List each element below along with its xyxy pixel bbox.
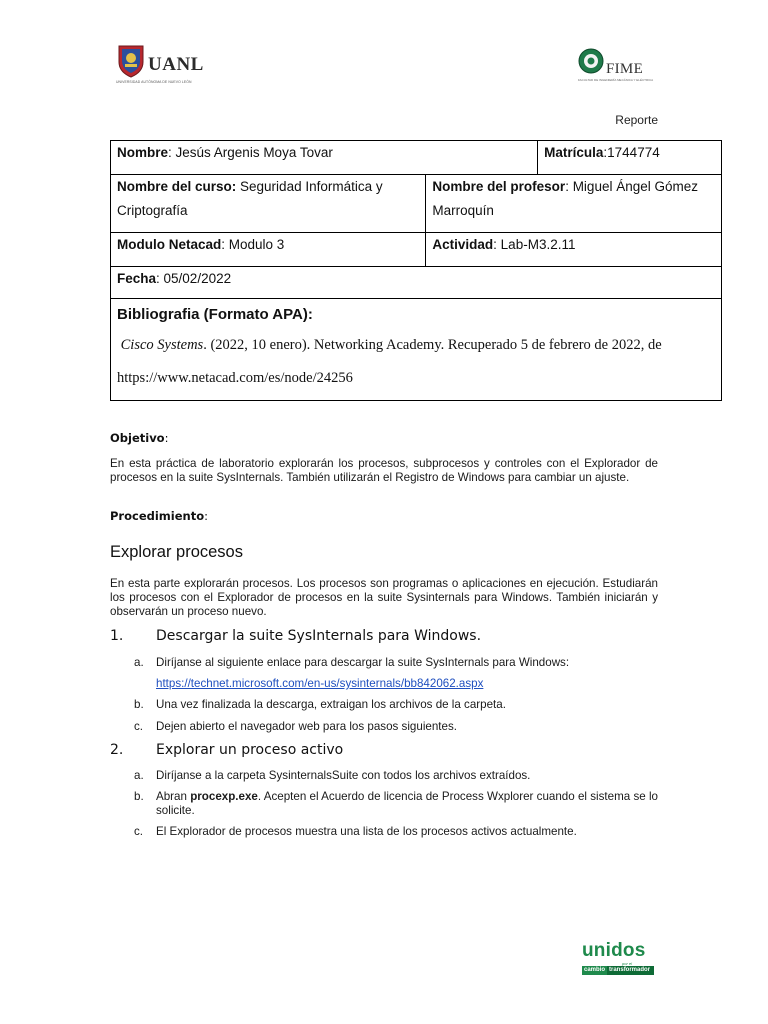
bibliography-title: Bibliografia (Formato APA): — [117, 306, 313, 323]
profesor-value: : Miguel Ángel Gómez — [565, 179, 698, 194]
nombre-value: : Jesús Argenis Moya Tovar — [168, 145, 333, 160]
fecha-cell — [111, 267, 722, 299]
objetivo-text: En esta práctica de laboratorio explorarán los procesos, subprocesos y controles con el Explorador de procesos en la suite SysInternals. También utilizarán el Registro de Windows para cambiar un ajuste. — [110, 457, 658, 484]
uanl-logo — [116, 44, 212, 86]
step-2b-post: . Acepten el Acuerdo de licencia de Process Wxplorer cuando el sistema se lo solicite. — [156, 790, 658, 817]
actividad-label: Actividad — [432, 237, 494, 252]
step-1-title: Descargar la suite SysInternals para Windows. — [156, 628, 482, 644]
table-row — [111, 233, 722, 267]
procedimiento-colon: : — [204, 509, 208, 523]
matricula-label: Matrícula — [544, 145, 604, 160]
step-2b-letter: b. — [134, 790, 144, 803]
step-1b-text: Una vez finalizada la descarga, extraigan los archivos de la carpeta. — [156, 698, 506, 711]
sysinternals-download-link[interactable]: https://technet.microsoft.com/en-us/sysinternals/bb842062.aspx — [156, 677, 484, 690]
step-1a — [134, 656, 658, 670]
uanl-logo-text: UANL — [148, 54, 204, 75]
report-label: Reporte — [615, 113, 658, 127]
bibliography-cell — [111, 299, 722, 401]
objetivo-colon: : — [164, 431, 169, 445]
step-1c — [134, 720, 658, 734]
modulo-cell — [111, 233, 426, 267]
fecha-value: : 05/02/2022 — [156, 271, 232, 286]
unidos-logo-text: unidos — [582, 940, 646, 961]
table-row — [111, 141, 722, 175]
step-1a-text: Diríjanse al siguiente enlace para descargar la suite SysInternals para Windows: — [156, 656, 570, 669]
uanl-logo-subtitle: UNIVERSIDAD AUTÓNOMA DE NUEVO LEÓN — [116, 80, 192, 84]
step-2b — [134, 790, 658, 818]
nombre-label: Nombre — [117, 145, 169, 160]
profesor-cell — [426, 175, 722, 233]
unidos-bar-transformador: transformador — [607, 966, 654, 975]
step-1b-letter: b. — [134, 698, 144, 711]
fime-logo — [578, 48, 654, 84]
bibliography-url: https://www.netacad.com/es/node/24256 — [117, 370, 353, 386]
fime-seal-icon — [578, 48, 604, 76]
profesor-value-line2: Marroquín — [432, 203, 494, 218]
step-2-number: 2. — [110, 742, 124, 758]
procedimiento-label: Procedimiento — [110, 509, 205, 523]
objetivo-heading — [110, 431, 168, 445]
unidos-bar-cambio: cambio — [584, 967, 606, 973]
bibliography-reference — [117, 325, 715, 395]
modulo-value: : Modulo 3 — [221, 237, 285, 252]
step-1-number: 1. — [110, 628, 124, 644]
table-row — [111, 267, 722, 299]
fime-logo-subtitle: FACULTAD DE INGENIERÍA MECÁNICA Y ELÉCTRICA — [578, 78, 654, 82]
step-2-heading — [110, 742, 343, 758]
step-2c-letter: c. — [134, 825, 144, 838]
step-2a — [134, 769, 658, 783]
step-1b — [134, 698, 658, 712]
step-2a-letter: a. — [134, 769, 144, 782]
procedimiento-heading — [110, 509, 208, 523]
section-intro: En esta parte explorarán procesos. Los procesos son programas o aplicaciones en ejecución. Estudiarán los procesos con el Explorador de procesos en la suite Sysinternals para Windows. También iniciarán y observarán un proceso nuevo. — [110, 577, 658, 618]
profesor-label: Nombre del profesor — [432, 179, 566, 194]
student-info-table — [110, 140, 722, 401]
unidos-logo-por: por el — [622, 961, 633, 966]
table-row — [111, 175, 722, 233]
matricula-cell — [538, 141, 722, 175]
matricula-value: :1744774 — [603, 145, 660, 160]
curso-value: Seguridad Informática y — [236, 179, 383, 194]
actividad-value: : Lab-M3.2.11 — [493, 237, 576, 252]
curso-label: Nombre del curso: — [117, 179, 237, 194]
unidos-logo-bar — [582, 966, 654, 975]
curso-value-line2: Criptografía — [117, 203, 188, 218]
step-1c-text: Dejen abierto el navegador web para los pasos siguientes. — [156, 720, 457, 733]
curso-cell — [111, 175, 426, 233]
section-title: Explorar procesos — [110, 543, 243, 561]
step-2a-text: Diríjanse a la carpeta SysinternalsSuite con todos los archivos extraídos. — [156, 769, 531, 782]
step-1-heading — [110, 628, 481, 644]
actividad-cell — [426, 233, 722, 267]
fime-logo-text: FIME — [606, 61, 644, 77]
step-1a-letter: a. — [134, 656, 144, 669]
table-row — [111, 299, 722, 401]
step-2c — [134, 825, 658, 839]
fecha-label: Fecha — [117, 271, 157, 286]
step-2b-text — [156, 790, 658, 818]
step-2c-text: El Explorador de procesos muestra una lista de los procesos activos actualmente. — [156, 825, 577, 838]
name-cell — [111, 141, 538, 175]
step-2b-filename: procexp.exe — [190, 790, 258, 803]
step-2-title: Explorar un proceso activo — [156, 742, 344, 758]
objetivo-label: Objetivo — [110, 431, 165, 445]
step-2b-pre: Abran — [156, 790, 191, 803]
step-1c-letter: c. — [134, 720, 144, 733]
unidos-logo — [582, 940, 654, 980]
uanl-shield-icon — [116, 44, 146, 78]
modulo-label: Modulo Netacad — [117, 237, 222, 252]
bibliography-details: . (2022, 10 enero). Networking Academy. Recuperado 5 de febrero de 2022, de — [203, 337, 662, 353]
bibliography-source: Cisco Systems — [120, 337, 204, 353]
